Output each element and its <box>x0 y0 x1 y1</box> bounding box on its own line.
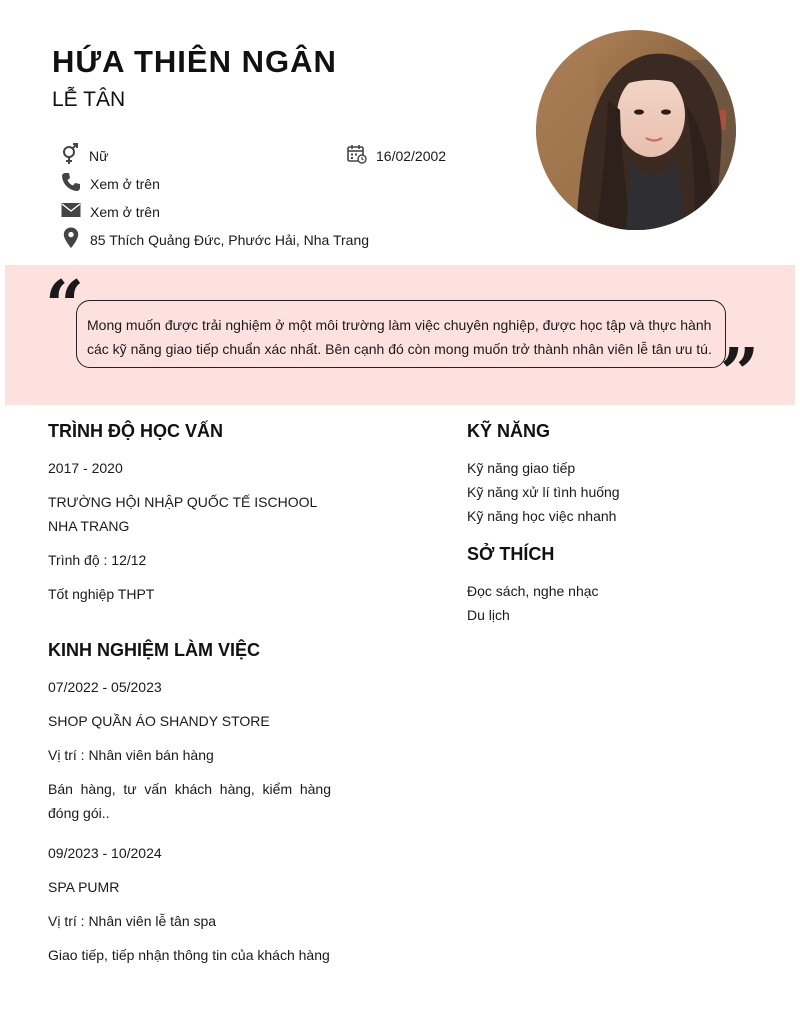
education-period: 2017 - 2020 <box>48 460 123 476</box>
candidate-role: LỄ TÂN <box>52 88 126 111</box>
objective-line-1: Mong muốn được trải nghiệm ở một môi trường làm việc chuyên nghiệp, được học tập và thực hành <box>87 317 712 333</box>
address-value: 85 Thích Quảng Đức, Phước Hải, Nha Trang <box>90 232 370 248</box>
job-1-description: Bán hàng, tư vấn khách hàng, kiểm hàng đóng gói.. <box>48 781 331 821</box>
phone-icon <box>60 171 82 193</box>
gender-value: Nữ <box>89 148 109 164</box>
job-2-period: 09/2023 - 10/2024 <box>48 845 162 861</box>
job-2-company: SPA PUMR <box>48 879 120 895</box>
job-1-position: Vị trí : Nhân viên bán hàng <box>48 747 214 763</box>
education-level: Trình độ : 12/12 <box>48 552 147 568</box>
skill-item: Kỹ năng giao tiếp <box>467 460 576 476</box>
envelope-icon <box>60 199 82 221</box>
profile-photo <box>536 30 736 230</box>
location-pin-icon <box>60 227 82 249</box>
job-1-company: SHOP QUẦN ÁO SHANDY STORE <box>48 713 270 729</box>
objective-box <box>76 300 726 368</box>
job-2-position: Vị trí : Nhân viên lễ tân spa <box>48 913 217 929</box>
hobby-item: Du lịch <box>467 607 510 623</box>
experience-heading: KINH NGHIỆM LÀM VIỆC <box>48 640 261 660</box>
close-quote-icon: ” <box>720 334 760 414</box>
education-school: TRƯỜNG HỘI NHẬP QUỐC TẾ ISCHOOL NHA TRANG <box>48 494 317 534</box>
phone-value: Xem ở trên <box>90 176 160 192</box>
hobby-item: Đọc sách, nghe nhạc <box>467 583 599 599</box>
calendar-icon <box>346 143 368 165</box>
job-1-period: 07/2022 - 05/2023 <box>48 679 162 695</box>
education-heading: TRÌNH ĐỘ HỌC VẤN <box>48 421 223 441</box>
open-quote-icon: “ <box>45 266 85 346</box>
skill-item: Kỹ năng học việc nhanh <box>467 508 617 524</box>
objective-line-2: các kỹ năng giao tiếp chuẩn xác nhất. Bên cạnh đó còn mong muốn trở thành nhân viên lễ tân ưu tú. <box>87 341 712 357</box>
gender-icon <box>59 143 81 165</box>
skills-heading: KỸ NĂNG <box>467 421 551 441</box>
job-2-description: Giao tiếp, tiếp nhận thông tin của khách hàng <box>48 947 330 963</box>
email-value: Xem ở trên <box>90 204 160 220</box>
hobbies-heading: SỞ THÍCH <box>467 544 555 564</box>
education-result: Tốt nghiệp THPT <box>48 586 155 602</box>
candidate-name: HỨA THIÊN NGÂN <box>52 44 337 79</box>
birthdate-value: 16/02/2002 <box>376 148 447 164</box>
skill-item: Kỹ năng xử lí tình huống <box>467 484 620 500</box>
